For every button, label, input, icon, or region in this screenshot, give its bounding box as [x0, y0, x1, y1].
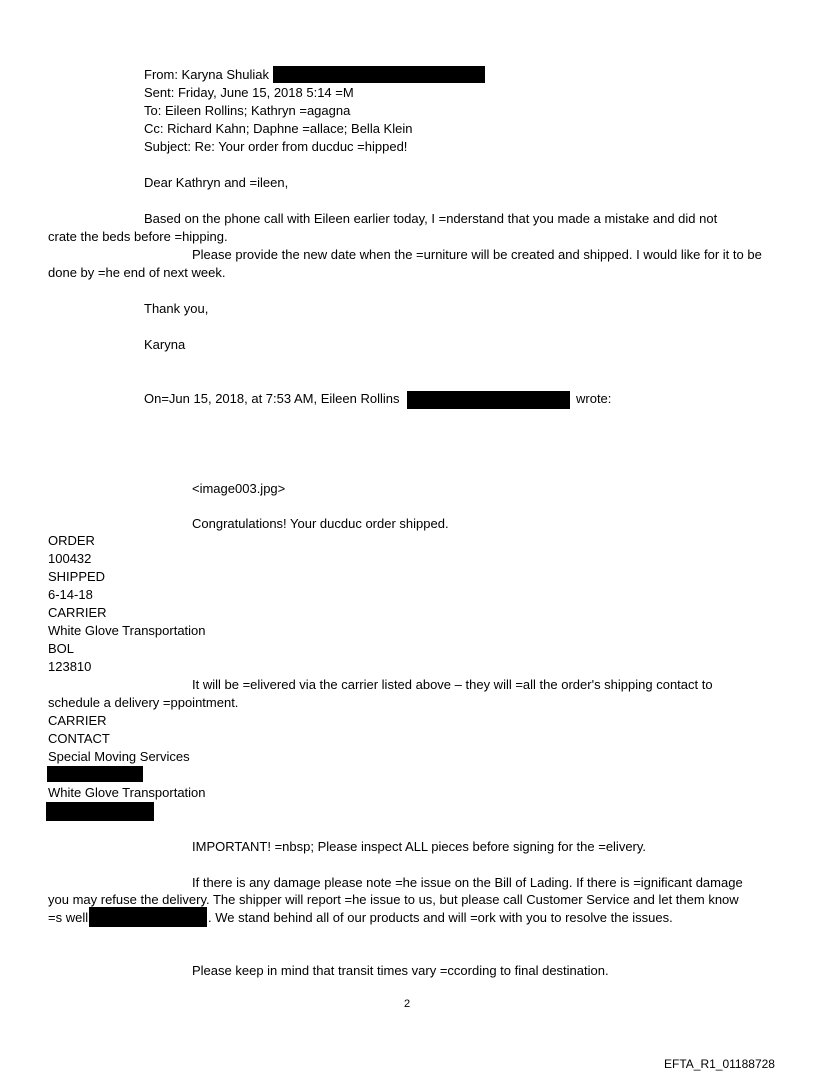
redaction-block — [89, 907, 207, 927]
to-line: To: Eileen Rollins; Kathryn =agagna — [144, 103, 351, 118]
transit-note: Please keep in mind that transit times vary =ccording to final destination. — [192, 963, 609, 978]
important-notice: IMPORTANT! =nbsp; Please inspect ALL pieces before signing for the =elivery. — [192, 839, 647, 854]
paragraph-2-line-1: Please provide the new date when the =urniture will be created and shipped. I would like for it to be — [192, 247, 762, 262]
damage-line-1: If there is any damage please note =he issue on the Bill of Lading. If there is =ignificant damage — [192, 875, 743, 890]
redaction-block — [46, 802, 154, 821]
redaction-block — [47, 766, 143, 782]
quoted-intro-suffix: wrote: — [576, 391, 612, 406]
damage-line-3-suffix: . We stand behind all of our products and will =ork with you to resolve the issues. — [208, 910, 673, 925]
carrier-value: White Glove Transportation — [48, 623, 206, 638]
carrier-1-name: Special Moving Services — [48, 749, 190, 764]
document-id: EFTA_R1_01188728 — [664, 1057, 775, 1071]
carrier-2-name: White Glove Transportation — [48, 785, 206, 800]
sent-line: Sent: Friday, June 15, 2018 5:14 =M — [144, 85, 354, 100]
order-value: 100432 — [48, 551, 92, 566]
shipped-label: SHIPPED — [48, 569, 106, 584]
subject-line: Subject: Re: Your order from ducduc =hipped! — [144, 139, 408, 154]
cc-line: Cc: Richard Kahn; Daphne =allace; Bella Klein — [144, 121, 413, 136]
damage-line-3-prefix: =s well — [48, 910, 89, 925]
redaction-block — [273, 66, 485, 83]
signature: Karyna — [144, 337, 186, 352]
shipped-value: 6-14-18 — [48, 587, 93, 602]
carrier-label: CARRIER — [48, 605, 107, 620]
from-line: From: Karyna Shuliak — [144, 67, 269, 82]
image-reference: <image003.jpg> — [192, 481, 286, 496]
order-label: ORDER — [48, 533, 95, 548]
paragraph-2-line-2: done by =he end of next week. — [48, 265, 226, 280]
bol-label: BOL — [48, 641, 75, 656]
damage-line-2: you may refuse the delivery. The shipper will report =he issue to us, but please call Customer Service and let them know — [48, 892, 739, 907]
congrats-line: Congratulations! Your ducduc order shipped. — [192, 516, 449, 531]
carrier-contacts-label: CARRIER — [48, 713, 107, 728]
contact-label: CONTACT — [48, 731, 110, 746]
paragraph-1-line-2: crate the beds before =hipping. — [48, 229, 228, 244]
greeting: Dear Kathryn and =ileen, — [144, 175, 289, 190]
paragraph-1-line-1: Based on the phone call with Eileen earlier today, I =nderstand that you made a mistake and did not — [144, 211, 718, 226]
quoted-intro: On=Jun 15, 2018, at 7:53 AM, Eileen Rollins — [144, 391, 400, 406]
page-number: 2 — [404, 998, 411, 1010]
delivery-line-1: It will be =elivered via the carrier listed above – they will =all the order's shipping contact to — [192, 677, 713, 692]
bol-value: 123810 — [48, 659, 92, 674]
redaction-block — [407, 391, 570, 409]
delivery-line-2: schedule a delivery =ppointment. — [48, 695, 239, 710]
closing: Thank you, — [144, 301, 209, 316]
